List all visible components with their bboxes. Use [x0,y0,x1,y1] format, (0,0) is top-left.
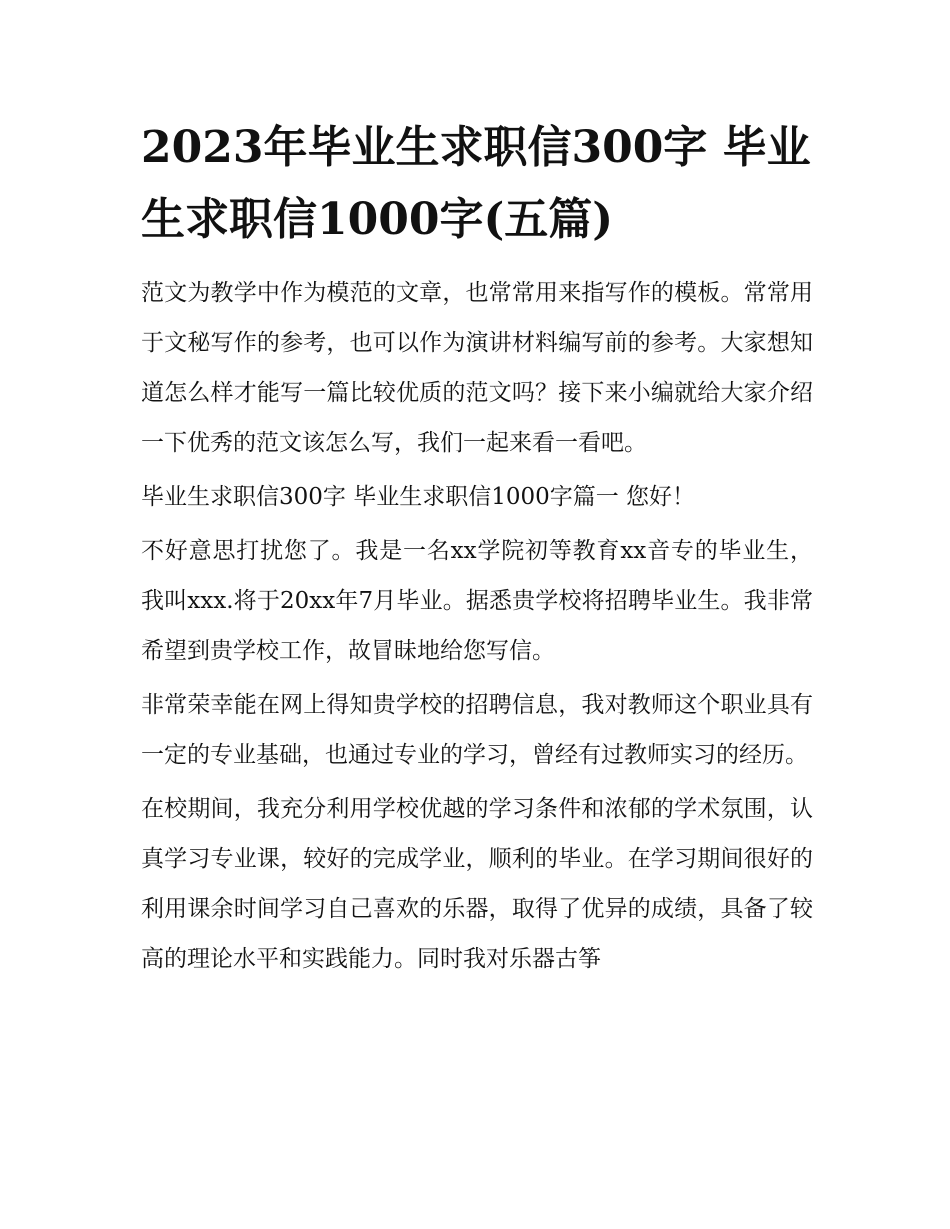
document-title: 2023年毕业生求职信300字 毕业生求职信1000字(五篇) [141,122,811,245]
paragraph-intro: 范文为教学中作为模范的文章，也常常用来指写作的模板。常常用于文秘写作的参考，也可以作为演讲材料编写前的参考。大家想知道怎么样才能写一篇比较优质的范文吗？接下来小编就给大家介绍一下优秀的范文该怎么写，我们一起来看一看吧。 [141,280,813,456]
paragraph-motivation: 非常荣幸能在网上得知贵学校的招聘信息，我对教师这个职业具有一定的专业基础，也通过专业的学习，曾经有过教师实习的经历。 [141,692,813,768]
document-content [141,112,813,988]
paragraph-study-experience: 在校期间，我充分利用学校优越的学习条件和浓郁的学术氛围，认真学习专业课，较好的完成学业，顺利的毕业。在学习期间很好的利用课余时间学习自己喜欢的乐器，取得了优异的成绩，具备了较高的理论水平和实践能力。同时我对乐器古筝 [141,796,813,972]
paragraph-letter-heading: 毕业生求职信300字 毕业生求职信1000字篇一 您好！ [141,484,696,510]
paragraph-self-introduction: 不好意思打扰您了。我是一名xx学院初等教育xx音专的毕业生，我叫xxx.将于20xx年7月毕业。据悉贵学校将招聘毕业生。我非常希望到贵学校工作，故冒昧地给您写信。 [141,538,813,664]
